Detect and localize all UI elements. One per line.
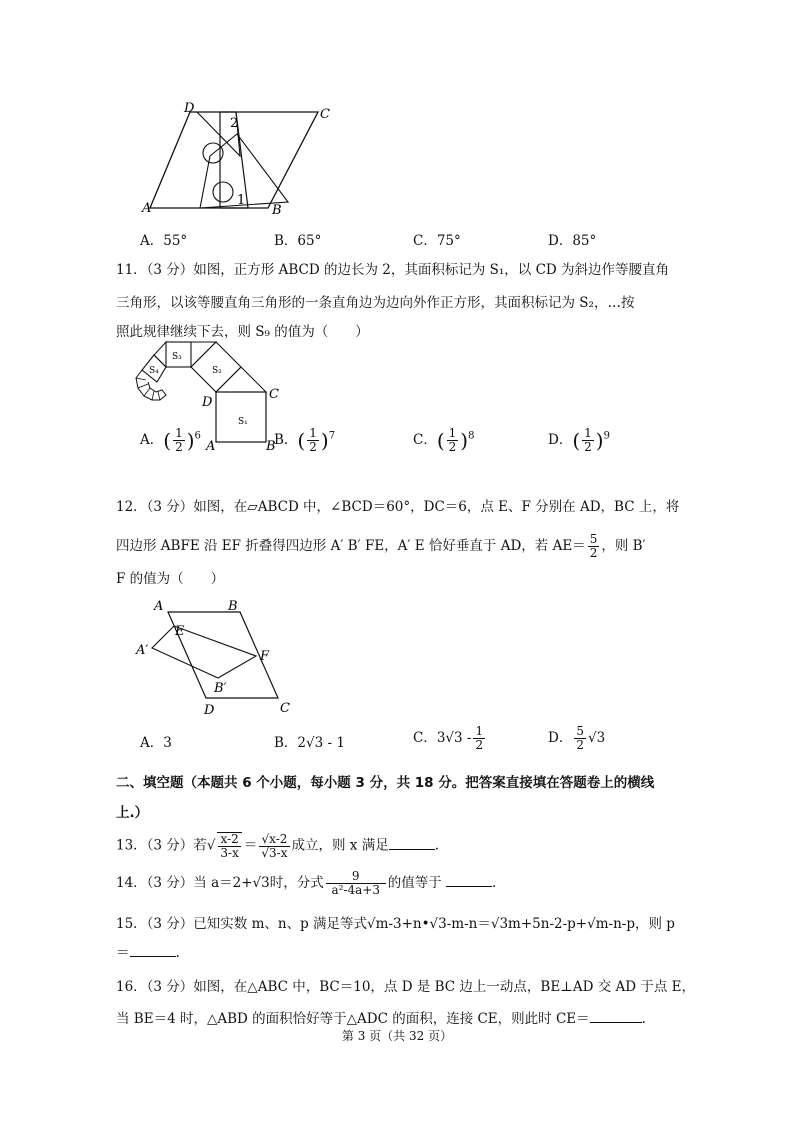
q13-left-den: 3-x xyxy=(220,846,239,860)
q12-option-d[interactable] xyxy=(548,725,605,752)
q15-prefix: ＝ xyxy=(116,945,130,961)
page-footer: 第 3 页（共 32 页） xyxy=(341,1029,453,1043)
label-a: A xyxy=(142,201,152,216)
exponent: 7 xyxy=(328,430,336,442)
q10-figure xyxy=(140,96,340,220)
q14-end: . xyxy=(492,875,497,891)
q12-option-c[interactable] xyxy=(413,725,487,752)
option-letter: D． xyxy=(548,432,573,448)
option-letter: A． xyxy=(140,432,164,448)
ae-den: 2 xyxy=(589,546,598,560)
q13-suffix: 成立，则 x 满足 xyxy=(291,837,389,854)
label-c: C xyxy=(269,387,279,402)
q11-option-b[interactable]: B．( $\frac{1}{2}$ )$^7$ xyxy=(274,426,336,454)
q13-eq: ＝ xyxy=(243,837,258,854)
label-c: C xyxy=(280,701,290,716)
q12-figure xyxy=(132,596,302,718)
answer-blank[interactable] xyxy=(389,836,435,850)
ae-num: 5 xyxy=(589,532,598,546)
q12-text-line1: 12．（3 分）如图，在▱ABCD 中，∠BCD＝60°，DC＝6，点 E、F 分别在 AD，BC 上，将 xyxy=(116,499,680,515)
q12-option-a[interactable]: A．3 xyxy=(140,735,172,751)
label-s4: S₄ xyxy=(149,366,159,376)
q10-option-d[interactable]: D．85° xyxy=(548,233,597,249)
label-b: B xyxy=(272,203,282,218)
answer-blank[interactable] xyxy=(446,873,492,887)
label-b: B xyxy=(228,599,238,614)
option-b-value: 2√3 - 1 xyxy=(297,735,345,751)
q12-text-line3: F 的值为（ ） xyxy=(116,571,225,587)
label-d: D xyxy=(184,101,195,116)
label-a: A xyxy=(206,439,216,452)
exponent: 9 xyxy=(603,430,610,442)
q12-text-line2b: ，则 B′ xyxy=(601,538,646,554)
q12-option-b[interactable] xyxy=(274,731,345,751)
q14-suffix: 的值等于 xyxy=(387,875,442,891)
option-letter: C． xyxy=(413,432,437,448)
section2-heading-line2: 上.） xyxy=(116,805,149,821)
label-s3: S₃ xyxy=(172,352,182,362)
q14-den: a²-4a+3 xyxy=(331,883,380,897)
q16-text-line1: 16．（3 分）如图，在△ABC 中，BC＝10，点 D 是 BC 边上一动点，BE⊥AD 交 AD 于点 E， xyxy=(116,979,696,995)
label-s2: S₂ xyxy=(212,366,222,376)
folded-quad xyxy=(152,626,256,678)
label-d: D xyxy=(202,395,213,410)
angle-2-label: 2 xyxy=(230,116,239,131)
exponent: 8 xyxy=(468,430,475,442)
q11-text-line2: 三角形，以该等腰直角三角形的一条直角边为边向外作正方形，其面积标记为 S₂，…按 xyxy=(116,295,635,311)
q13-right-den: √3-x xyxy=(261,845,288,860)
q13-text: 13．（3 分）若√ $\frac{x-2}{3-x}$ ＝ $\frac{√x-2}{√3-x}$ 成立，则 x 满足 . xyxy=(116,831,439,860)
frac-num: 1 xyxy=(475,724,484,738)
q14-text xyxy=(116,870,694,897)
q11-text-line3: 照此规律继续下去，则 S₉ 的值为（ ） xyxy=(116,324,369,340)
angle-1-label: 1 xyxy=(237,193,246,208)
label-d: D xyxy=(204,703,215,718)
option-c-value: 3√3 - xyxy=(436,730,472,746)
q14-num: 9 xyxy=(326,870,386,884)
exponent: 6 xyxy=(194,430,201,442)
frac-num: 5 xyxy=(576,724,584,738)
option-letter: C． xyxy=(413,730,437,746)
ruler-hole-2 xyxy=(213,182,233,202)
label-a-prime: A′ xyxy=(136,643,149,658)
answer-blank[interactable] xyxy=(130,943,176,957)
label-c: C xyxy=(320,107,330,122)
frac-num: 1 xyxy=(448,426,457,440)
option-d-tail: √3 xyxy=(587,730,606,746)
q10-option-b[interactable]: B．65° xyxy=(274,233,322,249)
label-f: F xyxy=(260,649,270,664)
q11-option-a[interactable]: A．( $\frac{1}{2}$ )$^6$ xyxy=(140,426,201,454)
label-b-prime: B′ xyxy=(214,681,227,696)
q12-text-line2 xyxy=(116,533,694,560)
frac-den: 2 xyxy=(175,440,183,454)
section2-heading-line1: 二、填空题（本题共 6 个小题，每小题 3 分，共 18 分。把答案直接填在答题卷上的横线 xyxy=(116,775,655,791)
q14-prefix: 14．（3 分）当 a＝2+√3时，分式 xyxy=(116,875,324,891)
answer-blank[interactable] xyxy=(590,1009,642,1023)
q10-option-a[interactable]: A．55° xyxy=(140,233,188,249)
label-e: E xyxy=(175,624,185,639)
q11-option-d[interactable]: D．( $\frac{1}{2}$ )$^9$ xyxy=(548,426,610,454)
frac-num: 1 xyxy=(175,426,183,440)
frac-den: 2 xyxy=(309,440,317,454)
label-s1: S₁ xyxy=(238,417,248,427)
label-b: B xyxy=(266,439,276,452)
q16-end: . xyxy=(641,1011,646,1027)
q13-right-num: √x-2 xyxy=(259,833,289,847)
q11-option-c[interactable]: C．( $\frac{1}{2}$ )$^8$ xyxy=(413,426,475,454)
q13-left-num: x-2 xyxy=(218,833,240,847)
frac-den: 2 xyxy=(448,440,457,454)
q15-text-line1: 15．（3 分）已知实数 m、n、p 满足等式√m-3+n•√3-m-n＝√3m+5n-2-p+√m-n-p，则 p xyxy=(116,916,675,932)
frac-den: 2 xyxy=(576,738,584,752)
q15-text-line2 xyxy=(116,943,694,963)
q16-text-line2 xyxy=(116,1009,694,1029)
q12-text-line2a: 四边形 ABFE 沿 EF 折叠得四边形 A′ B′ FE，A′ E 恰好垂直于 AD，若 AE＝ xyxy=(116,538,586,554)
frac-den: 2 xyxy=(584,440,592,454)
option-letter: B． xyxy=(274,735,298,751)
option-letter: B． xyxy=(274,432,298,448)
q16-prefix: 当 BE＝4 时，△ABD 的面积恰好等于△ADC 的面积，连接 CE，则此时 CE＝ xyxy=(116,1011,590,1027)
q13-prefix: 13．（3 分）若 xyxy=(116,837,207,854)
frac-num: 1 xyxy=(584,426,592,440)
frac-num: 1 xyxy=(309,426,317,440)
q11-text-line1: 11．（3 分）如图，正方形 ABCD 的边长为 2，其面积标记为 S₁，以 CD 为斜边作等腰直角 xyxy=(116,262,670,278)
option-letter: D． xyxy=(548,730,573,746)
frac-den: 2 xyxy=(475,738,484,752)
label-a: A xyxy=(154,599,164,614)
q13-end: . xyxy=(434,837,439,854)
q15-end: . xyxy=(175,945,180,961)
q10-option-c[interactable]: C．75° xyxy=(413,233,461,249)
